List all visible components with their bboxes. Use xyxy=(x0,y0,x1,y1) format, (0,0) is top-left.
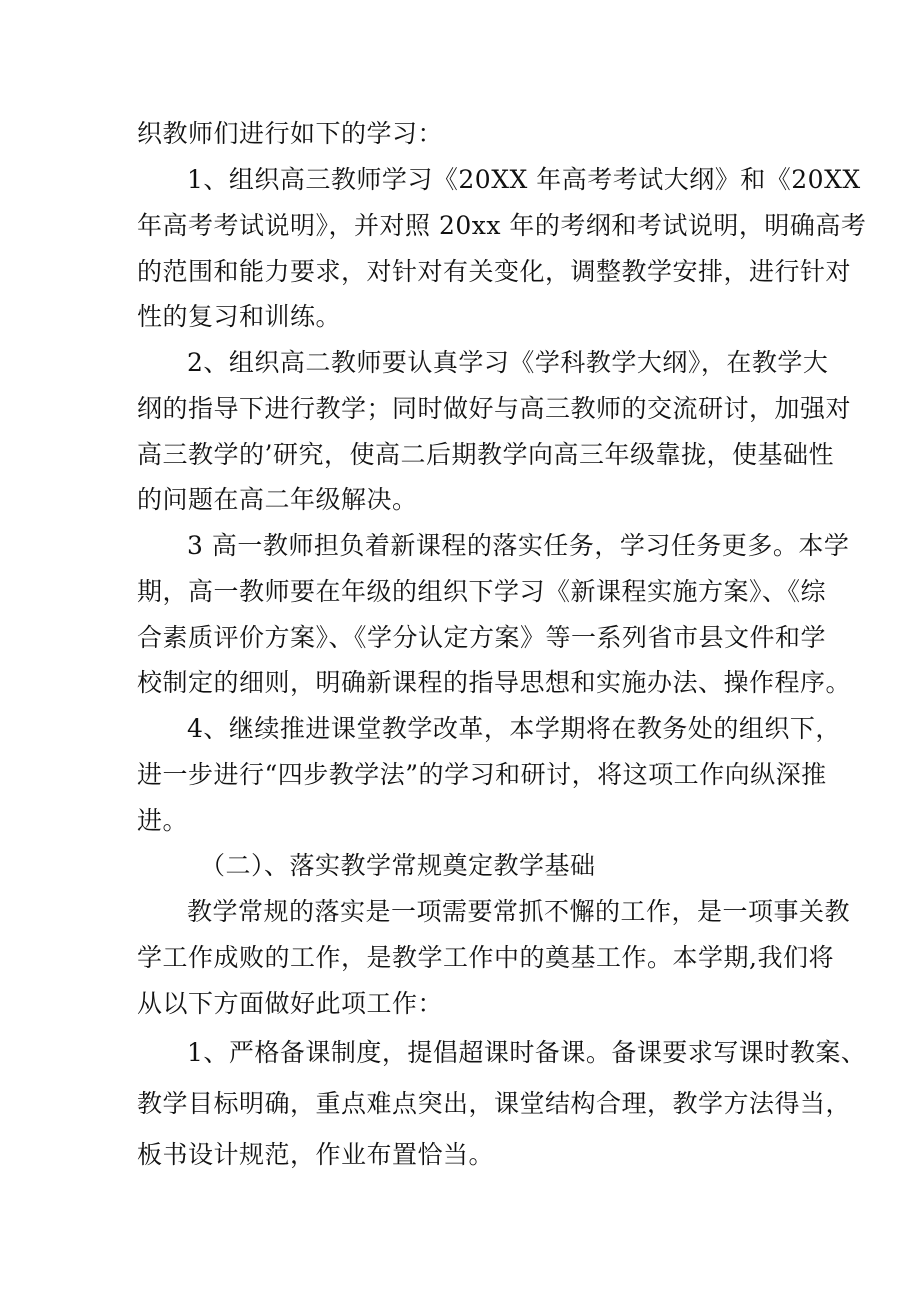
text-line-4: 的范围和能力要求，对针对有关变化，调整教学安排，进行针对 xyxy=(137,257,852,286)
text-line-11: 期，高一教师要在年级的组织下学习《新课程实施方案》、《综 xyxy=(137,577,827,606)
text-line-2: 1、组织高三教师学习《20XX 年高考考试大纲》和《20XX xyxy=(187,165,861,194)
text-line-18: 教学常规的落实是一项需要常抓不懈的工作，是一项事关教 xyxy=(187,897,851,926)
text-line-6: 2、组织高二教师要认真学习《学科教学大纲》，在教学大 xyxy=(187,348,829,377)
text-line-21: 1、严格备课制度，提倡超课时备课。备课要求写课时教案、 xyxy=(187,1038,867,1067)
text-line-8: 高三教学的’研究，使高二后期教学向高三年级靠拢，使基础性 xyxy=(137,440,834,469)
text-line-15: 进一步进行“四步教学法”的学习和研讨，将这项工作向纵深推 xyxy=(137,760,827,789)
text-line-16: 进。 xyxy=(137,806,189,835)
text-line-19: 学工作成败的工作，是教学工作中的奠基工作。本学期,我们将 xyxy=(137,943,834,972)
text-line-22: 教学目标明确，重点难点突出，课堂结构合理，教学方法得当， xyxy=(137,1089,852,1118)
text-line-5: 性的复习和训练。 xyxy=(137,302,342,331)
text-line-12: 合素质评价方案》、《学分认定方案》等一系列省市县文件和学 xyxy=(137,623,827,652)
text-line-9: 的问题在高二年级解决。 xyxy=(137,485,418,514)
text-line-7: 纲的指导下进行教学；同时做好与高三教师的交流研讨，加强对 xyxy=(137,394,852,423)
text-line-20: 从以下方面做好此项工作： xyxy=(137,989,444,1018)
text-line-10: 3 高一教师担负着新课程的落实任务，学习任务更多。本学 xyxy=(187,531,850,560)
text-line-13: 校制定的细则，明确新课程的指导思想和实施办法、操作程序。 xyxy=(137,668,852,697)
text-line-14: 4、继续推进课堂教学改革，本学期将在教务处的组织下， xyxy=(187,714,841,743)
text-line-1: 织教师们进行如下的学习： xyxy=(137,119,444,148)
text-line-23: 板书设计规范，作业布置恰当。 xyxy=(137,1140,495,1169)
section-heading: （二）、落实教学常规奠定教学基础 xyxy=(200,851,596,880)
text-line-3: 年高考考试说明》，并对照 20xx 年的考纲和考试说明，明确高考 xyxy=(137,211,867,240)
